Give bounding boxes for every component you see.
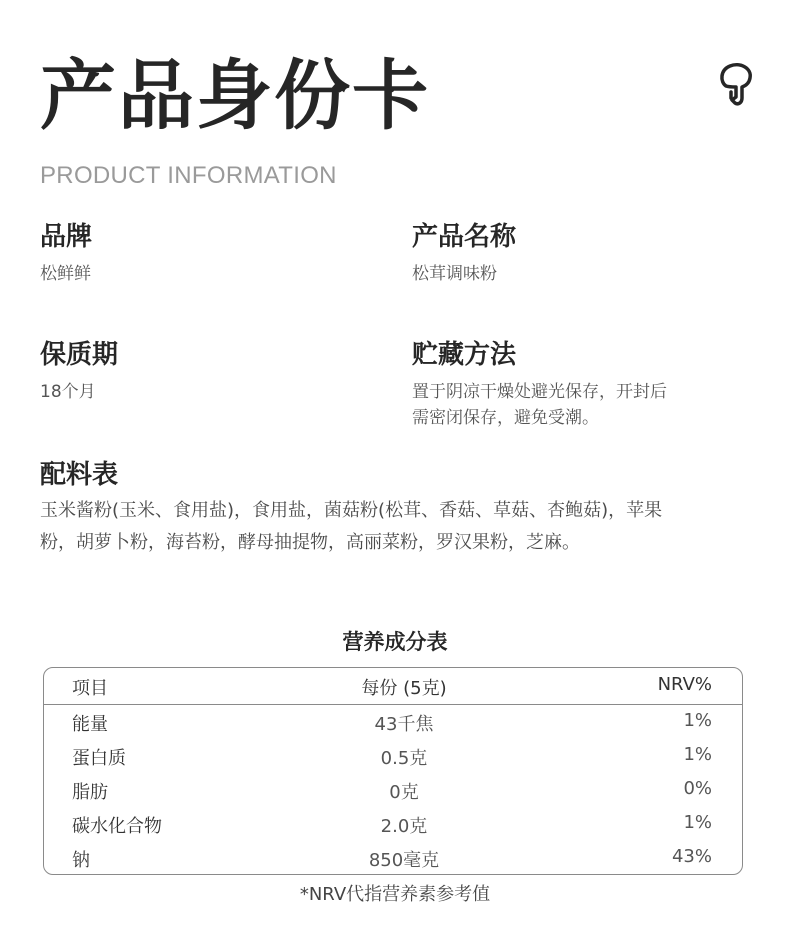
storage-section <box>412 340 667 431</box>
product-name-value: 松茸调味粉 <box>412 264 497 285</box>
page-title: 产品身份卡 <box>40 51 430 140</box>
nutrient-amount: 850毫克 <box>368 850 440 871</box>
nutrient-amount: 2.0克 <box>380 816 428 837</box>
nutrient-nrv: 0% <box>683 778 712 799</box>
brand-value: 松鲜鲜 <box>40 264 91 285</box>
nutrient-name: 脂肪 <box>72 782 108 803</box>
ingredients-line-1: 玉米酱粉(玉米、食用盐)，食用盐，菌菇粉(松茸、香菇、草菇、杏鲍菇)，苹果 <box>40 500 663 522</box>
page-subtitle: PRODUCT INFORMATION <box>40 162 337 189</box>
product-name-heading: 产品名称 <box>412 222 517 252</box>
brand-section <box>40 222 92 287</box>
table-row <box>44 806 742 840</box>
brand-heading: 品牌 <box>40 222 93 252</box>
nutrition-table-header <box>44 668 742 705</box>
nutrient-amount: 0克 <box>389 782 419 803</box>
storage-line-2: 需密闭保存，避免受潮。 <box>412 408 599 429</box>
nrv-footnote: *NRV代指营养素参考值 <box>299 884 491 905</box>
nutrient-name: 蛋白质 <box>72 748 126 769</box>
ingredients-section <box>40 460 662 559</box>
ingredients-heading: 配料表 <box>40 460 119 490</box>
nutrient-name: 钠 <box>72 850 90 871</box>
shelf-life-section <box>40 340 118 405</box>
storage-value <box>412 379 667 431</box>
nutrient-nrv: 1% <box>683 812 712 833</box>
nutrient-nrv: 43% <box>671 846 712 867</box>
storage-heading: 贮藏方法 <box>412 340 517 370</box>
product-name-section <box>412 222 516 287</box>
column-header-item: 项目 <box>72 678 108 699</box>
storage-line-1: 置于阴凉干燥处避光保存，开封后 <box>412 382 667 403</box>
nutrient-nrv: 1% <box>683 710 712 731</box>
table-row <box>44 840 742 874</box>
nutrient-nrv: 1% <box>683 744 712 765</box>
column-header-nrv: NRV% <box>657 674 712 695</box>
table-row <box>44 738 742 772</box>
ingredients-value <box>40 495 662 559</box>
nutrient-name: 能量 <box>72 714 108 735</box>
nutrition-title: 营养成分表 <box>342 630 448 654</box>
ingredients-line-2: 粉，胡萝卜粉，海苔粉，酵母抽提物，高丽菜粉，罗汉果粉，芝麻。 <box>40 532 580 554</box>
nutrient-amount: 43千焦 <box>374 714 434 735</box>
table-row <box>44 772 742 806</box>
table-row <box>44 704 742 738</box>
shelf-life-heading: 保质期 <box>40 340 119 370</box>
nutrient-amount: 0.5克 <box>380 748 428 769</box>
shelf-life-value: 18个月 <box>40 382 96 403</box>
nutrition-table <box>43 667 743 875</box>
mushroom-logo-icon <box>718 62 754 108</box>
nutrient-name: 碳水化合物 <box>72 816 162 837</box>
column-header-per-serving: 每份 (5克) <box>361 678 447 699</box>
